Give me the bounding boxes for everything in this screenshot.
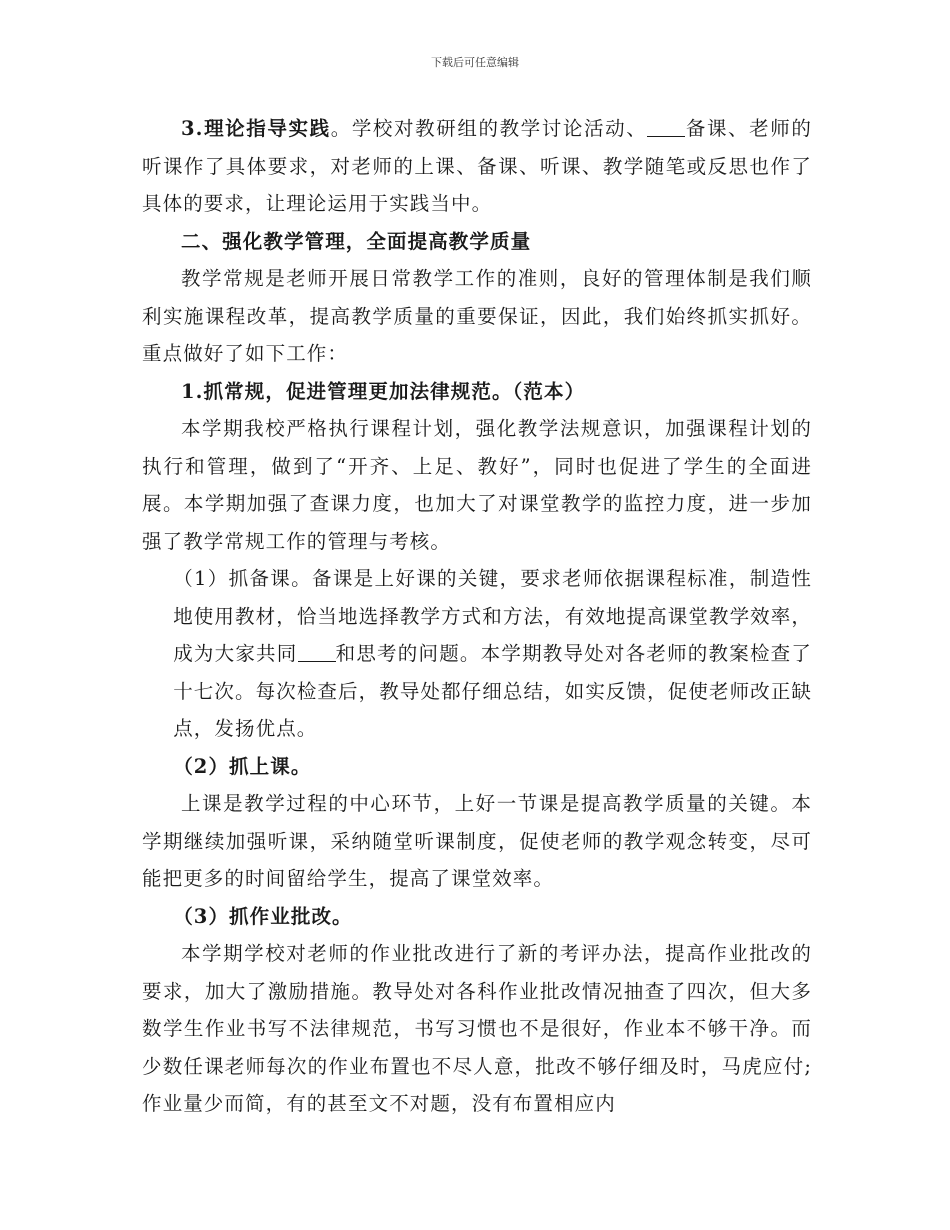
document-body [142,110,812,1123]
paragraph-lesson-prep [142,560,812,748]
paragraph-routine-intro: 教学常规是老师开展日常教学工作的准则，良好的管理体制是我们顺利实施课程改革，提高教学质量的重要保证，因此，我们始终抓实抓好。重点做好了如下工作： [142,267,812,365]
paragraph-text: 。学校对教研组的教学讨论活动、 [330,117,648,140]
fill-blank [298,642,336,663]
paragraph-lead-bold: 3.理论指导实践 [181,117,331,140]
section-heading: 二、强化教学管理，全面提高教学质量 [181,229,532,253]
paragraph-theory-practice [142,110,812,223]
subsection-heading-homework: （3）抓作业批改。 [173,904,353,928]
paragraph-text: （1）抓备课。备课是上好课的关键，要求老师依据课程标准，制造性地使用教材，恰当地选择教学方式和方法，有效地提高课堂教学效率，成为大家共同 [173,567,812,665]
paragraph-homework: 本学期学校对老师的作业批改进行了新的考评办法，提高作业批改的要求，加大了激励措施。教导处对各科作业批改情况抽查了四次，但大多数学生作业书写不法律规范，书写习惯也不是很好，作业本不够干净。而少数任课老师每次的作业布置也不尽人意，批改不够仔细及时，马虎应付;作业量少而简，有的甚至文不对题，没有布置相应内 [142,942,812,1115]
paragraph-curriculum: 本学期我校严格执行课程计划，强化教学法规意识，加强课程计划的执行和管理，做到了“开齐、上足、教好”，同时也促进了学生的全面进展。本学期加强了查课力度，也加大了对课堂教学的监控力度，进一步加强了教学常规工作的管理与考核。 [142,417,812,553]
page-header: 下载后可任意编辑 [431,56,519,69]
subsection-heading: 1.抓常规，促进管理更加法律规范。（范本） [181,379,586,403]
subsection-heading-class: （2）抓上课。 [173,754,312,778]
paragraph-text: 备课、老师的听课作了具体要求，对老师的上课、备课、听课、教学随笔或反思也作了具体的要求，让理论运用于实践当中。 [142,117,812,215]
paragraph-class: 上课是教学过程的中心环节，上好一节课是提高教学质量的关键。本学期继续加强听课，采纳随堂听课制度，促使老师的教学观念转变，尽可能把更多的时间留给学生，提高了课堂效率。 [142,792,812,890]
fill-blank [647,117,685,138]
paragraph-text: 和思考的问题。本学期教导处对各老师的教案检查了十七次。每次检查后，教导处都仔细总结，如实反馈，促使老师改正缺点，发扬优点。 [173,642,812,740]
